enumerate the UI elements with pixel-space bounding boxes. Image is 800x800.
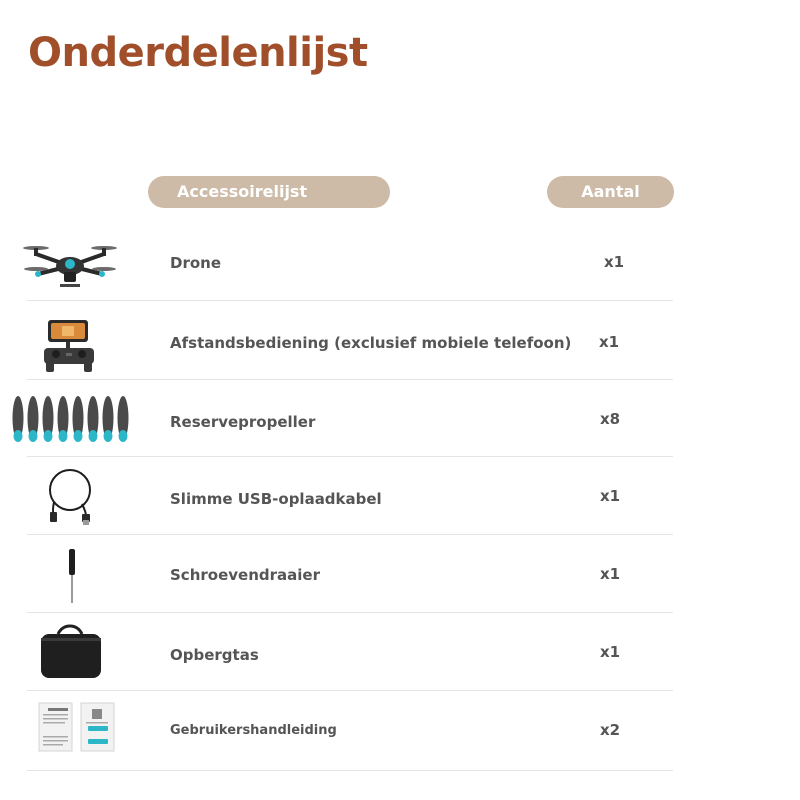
accessory-list-header: Accessoirelijst: [148, 176, 390, 208]
drone-icon: [22, 240, 118, 292]
item-name: Drone: [170, 254, 222, 272]
storage-bag-icon: [38, 624, 104, 680]
item-name: Opbergtas: [170, 646, 259, 664]
item-name: Afstandsbediening (exclusief mobiele telefoon): [170, 334, 572, 352]
item-quantity: x2: [600, 721, 621, 739]
row-divider: [27, 300, 673, 301]
item-quantity: x1: [600, 565, 621, 583]
item-quantity: x8: [600, 410, 621, 428]
propeller-icon: [10, 396, 132, 446]
usb-cable-icon: [44, 468, 98, 526]
row-divider: [27, 534, 673, 535]
row-divider: [27, 690, 673, 691]
row-divider: [27, 379, 673, 380]
page-title: Onderdelenlijst: [28, 30, 368, 76]
item-name: Slimme USB-oplaadkabel: [170, 490, 382, 508]
item-quantity: x1: [600, 487, 621, 505]
quantity-header: Aantal: [547, 176, 674, 208]
item-quantity: x1: [604, 253, 625, 271]
row-divider: [27, 770, 673, 771]
row-divider: [27, 456, 673, 457]
screwdriver-icon: [64, 548, 80, 606]
item-name: Reservepropeller: [170, 413, 316, 431]
manual-icon: [38, 702, 116, 752]
item-quantity: x1: [600, 643, 621, 661]
item-quantity: x1: [599, 333, 620, 351]
row-divider: [27, 612, 673, 613]
item-name: Gebruikershandleiding: [170, 723, 337, 738]
remote-control-icon: [42, 318, 98, 374]
item-name: Schroevendraaier: [170, 566, 320, 584]
